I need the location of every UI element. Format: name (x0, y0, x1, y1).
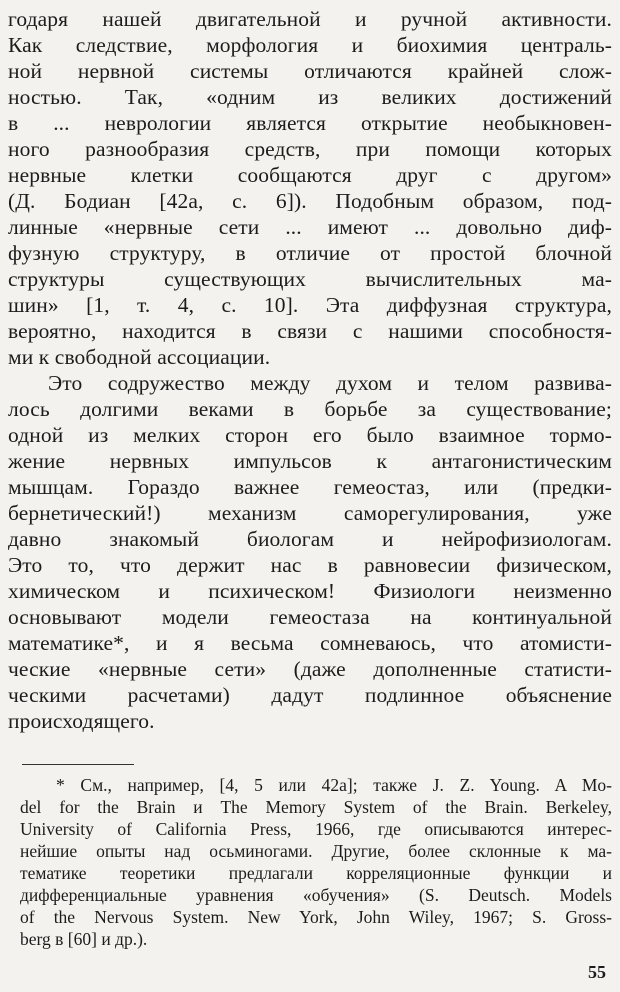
text-line: мышцам. Гораздо важнее гемеостаз, или (предки- (8, 475, 612, 499)
text-line: бернетический!) механизм саморегулирования, уже (8, 501, 612, 525)
text-line: ческими расчетами) дадут подлинное объяснение (8, 683, 612, 707)
text-line: Это содружество между духом и телом развива- (48, 371, 612, 395)
text-line: давно знакомый биологам и нейрофизиологам. (8, 527, 612, 551)
text-line: жение нервных импульсов к антагонистическим (8, 449, 612, 473)
text-line: ной нервной системы отличаются крайней слож- (8, 59, 612, 83)
text-line: Это то, что держит нас в равновесии физическом, (8, 553, 612, 577)
text-line: происходящего. (8, 709, 155, 733)
text-line: структуры существующих вычислительных ма- (8, 267, 612, 291)
page-number: 55 (588, 962, 606, 982)
text-line: ного разнообразия средств, при помощи которых (8, 137, 612, 161)
footnote-line: дифференциальные уравнения «обучения» (S. Deutsch. Models (20, 885, 612, 905)
text-line: шин» [1, т. 4, с. 10]. Эта диффузная структура, (8, 293, 612, 317)
footnote-line: * См., например, [4, 5 или 42а]; также J. Z. Young. A Mo- (56, 775, 612, 795)
text-line: Как следствие, морфология и биохимия централь- (8, 33, 612, 57)
text-line: одной из мелких сторон его было взаимное тормо- (8, 423, 612, 447)
text-line: вероятно, находится в связи с нашими способностя- (8, 319, 612, 343)
text-line: ческие «нервные сети» (даже дополненные статисти- (8, 657, 612, 681)
text-line: (Д. Бодиан [42а, с. 6]). Подобным образом, под- (8, 189, 612, 213)
text-line: лось долгими веками в борьбе за существование; (8, 397, 612, 421)
footnote-line: del for the Brain и The Memory System of the Brain. Berkeley, (20, 797, 612, 817)
text-line: годаря нашей двигательной и ручной активности. (8, 7, 612, 31)
text-line: ми к свободной ассоциации. (8, 345, 271, 369)
footnote-line: University of California Press, 1966, где описываются интерес- (20, 819, 612, 839)
text-line: фузную структуру, в отличие от простой блочной (8, 241, 612, 265)
text-line: математике*, и я весьма сомневаюсь, что атомисти- (8, 631, 612, 655)
footnote-line: berg в [60] и др.). (20, 929, 148, 949)
text-line: основывают модели гемеостаза на континуальной (8, 605, 612, 629)
footnote-line: нейшие опыты над осьминогами. Другие, более склонные к ма- (20, 841, 612, 861)
text-line: нервные клетки сообщаются друг с другом» (8, 163, 612, 187)
text-line: линные «нервные сети ... имеют ... довольно диф- (8, 215, 612, 239)
text-line: ностью. Так, «одним из великих достижений (8, 85, 612, 109)
text-line: химическом и психическом! Физиологи неизменно (8, 579, 612, 603)
footnote-line: of the Nervous System. New York, John Wiley, 1967; S. Gross- (20, 907, 612, 927)
footnote-line: тематике теоретики предлагали корреляционные функции и (20, 863, 612, 883)
footnote-separator (22, 764, 134, 765)
text-line: в ... неврологии является открытие необыкновен- (8, 111, 612, 135)
